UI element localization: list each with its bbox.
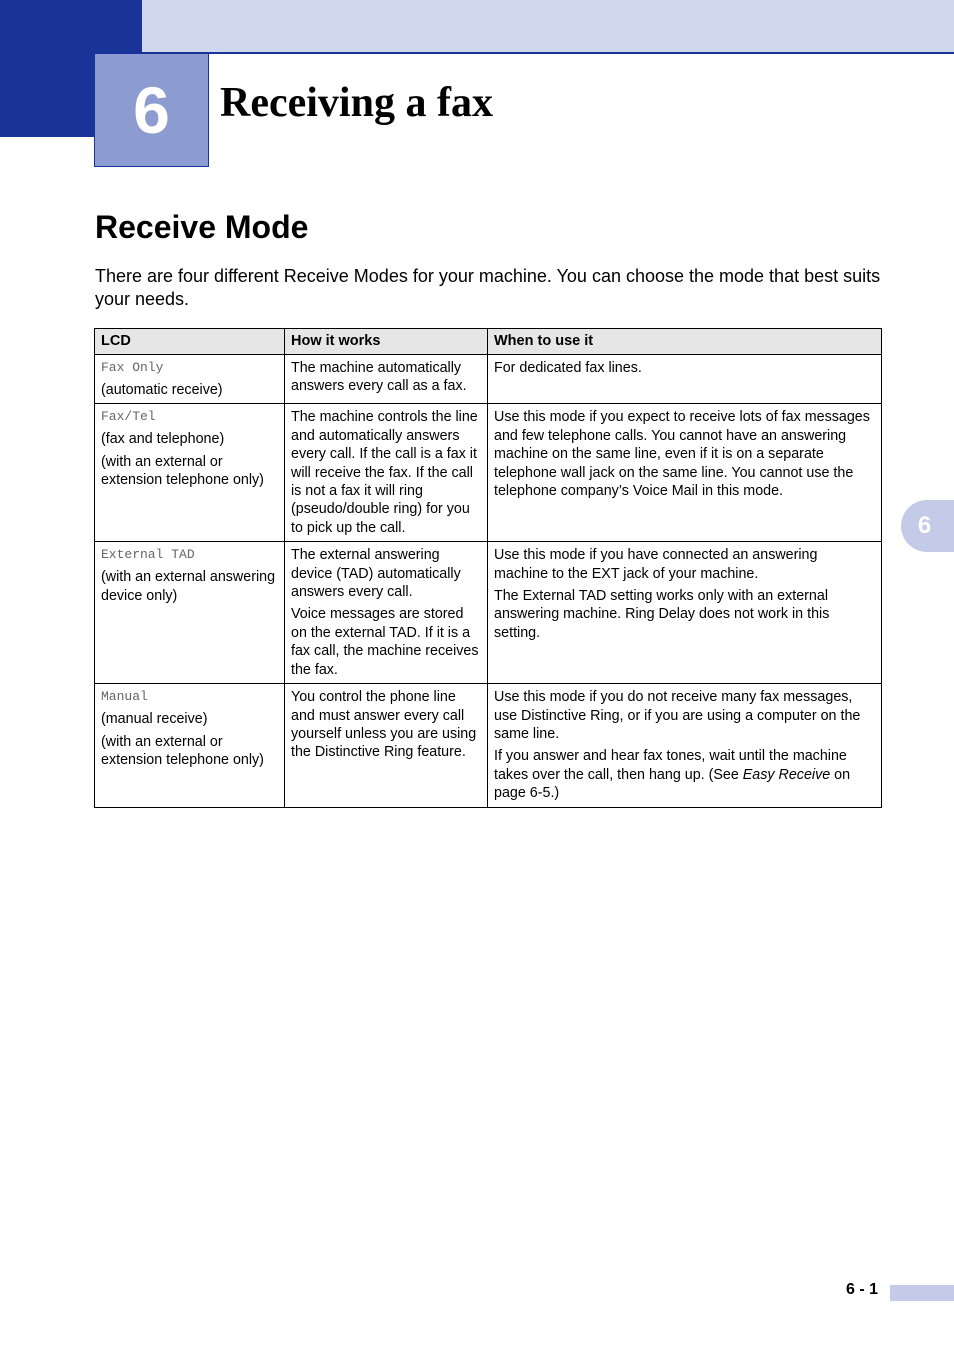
how-text: The external answering device (TAD) automatically answers every call. — [291, 547, 461, 601]
header-lcd: LCD — [95, 329, 285, 355]
lcd-note: (fax and telephone) — [101, 431, 225, 448]
how-cell — [285, 542, 488, 684]
how-cell — [285, 355, 488, 404]
table-row — [95, 355, 882, 404]
when-ref-after: on page 6-5.) — [494, 766, 851, 802]
page-number: 6 - 1 — [846, 1281, 879, 1298]
lcd-cell — [95, 404, 285, 542]
lcd-note: (automatic receive) — [101, 382, 223, 398]
when-text: Use this mode if you expect to receive lots of fax messages and few telephone calls. You cannot have an answering machine on the same line, even if it is on a separate telephone wall jack on the same line. You cannot use the telephone company’s Voice Mail in this mode. — [494, 409, 870, 500]
when-text: Use this mode if you have connected an answering machine to the EXT jack of your machine. — [494, 547, 818, 582]
how-text: Voice messages are stored on the external TAD. If it is a fax call, the machine receives the fax. — [291, 606, 479, 678]
table-row — [95, 542, 882, 684]
chapter-title: Receiving a fax — [220, 80, 493, 126]
lcd-setting: Manual — [101, 689, 148, 705]
how-cell — [285, 684, 488, 807]
lcd-note: (with an external or extension telephone only) — [101, 453, 264, 489]
lcd-setting: External TAD — [101, 547, 195, 563]
lcd-note: (with an external or extension telephone only) — [101, 733, 264, 768]
lcd-cell — [95, 684, 285, 807]
header-rule — [142, 52, 954, 54]
when-text: For dedicated fax lines. — [494, 360, 642, 376]
when-ref-before: If you answer and hear fax tones, wait until the machine takes over the call, then hang up. (See — [494, 748, 847, 783]
chapter-number-box — [94, 53, 209, 167]
table-row — [95, 404, 882, 542]
header-when-to-use: When to use it — [488, 329, 882, 355]
section-title: Receive Mode — [95, 209, 309, 245]
when-cell — [488, 404, 882, 542]
table-row — [95, 684, 882, 807]
when-text: Use this mode if you do not receive many fax messages, use Distinctive Ring, or if you are using a computer on the same line. — [494, 689, 861, 742]
lcd-cell — [95, 542, 285, 684]
lcd-cell — [95, 355, 285, 404]
chapter-side-tab[interactable] — [901, 500, 954, 552]
how-text: You control the phone line and must answer every call yourself unless you are using the Distinctive Ring feature. — [291, 689, 477, 761]
lcd-setting: Fax Only — [101, 360, 164, 375]
lcd-setting: Fax/Tel — [101, 409, 156, 425]
when-text: The External TAD setting works only with an external answering machine. Ring Delay does not work in this setting. — [494, 588, 830, 641]
intro-paragraph: There are four different Receive Modes for your machine. You can choose the mode that best suits your needs. — [95, 266, 881, 309]
table-header-row — [95, 329, 882, 355]
easy-receive-link[interactable]: Easy Receive — [742, 766, 831, 783]
lcd-note: (with an external answering device only) — [101, 569, 276, 604]
receive-mode-table — [94, 328, 882, 808]
when-cell — [488, 542, 882, 684]
chapter-number: 6 — [133, 73, 170, 147]
how-cell — [285, 404, 488, 542]
lcd-note: (manual receive) — [101, 711, 208, 728]
how-text: The machine controls the line and automatically answers every call. If the call is a fax it will receive the fax. If the call is not a fax it will ring (pseudo/double ring) for you to pick up the call. — [291, 409, 478, 536]
when-cell — [488, 684, 882, 807]
side-tab-number: 6 — [917, 512, 932, 539]
how-text: The machine automatically answers every call as a fax. — [291, 360, 467, 395]
header-band-light — [142, 0, 954, 52]
when-reference — [494, 747, 875, 802]
header-how-it-works: How it works — [285, 329, 488, 355]
footer-bar — [890, 1285, 954, 1301]
when-cell — [488, 355, 882, 404]
